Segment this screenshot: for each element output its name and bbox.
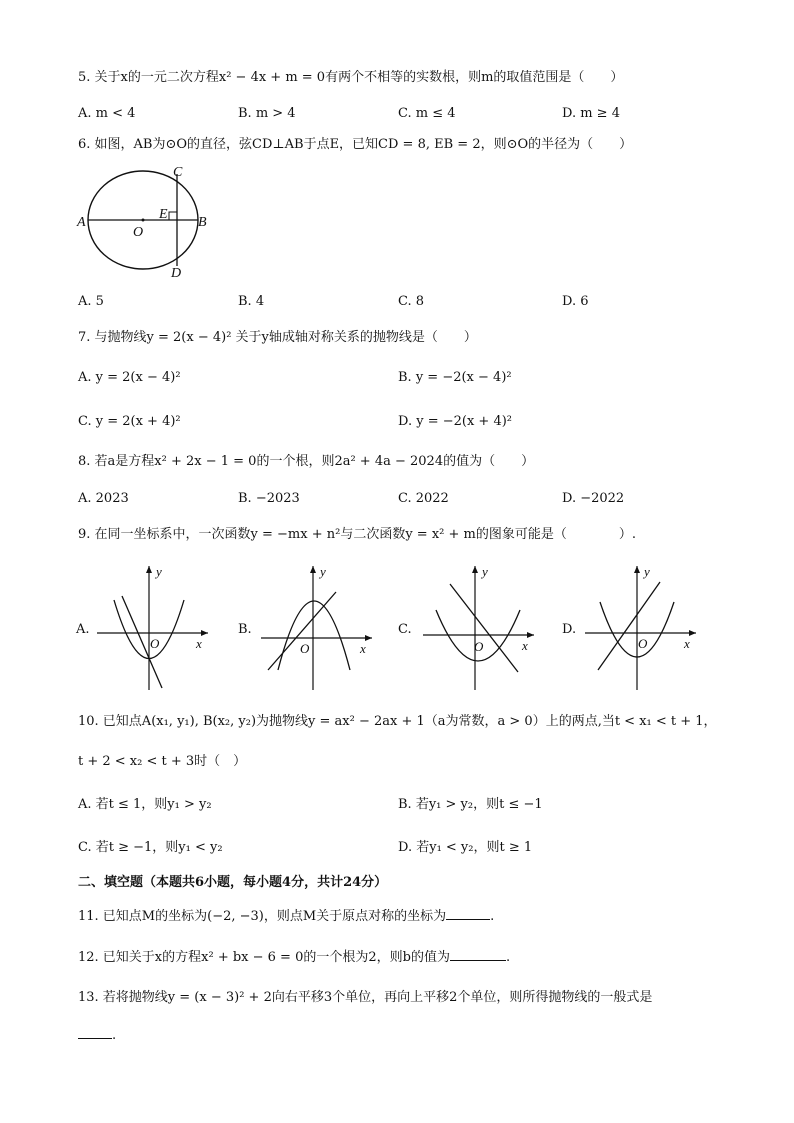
q9-a-x-label: x (196, 636, 202, 651)
q6-label-d: D (171, 266, 182, 281)
q5-option-c: C. m ≤ 4 (398, 106, 456, 121)
q13-end: . (112, 1028, 117, 1043)
q11-line (78, 905, 494, 927)
q6-option-d: D. 6 (562, 294, 589, 309)
q10-stem-line1: 10. 已知点A(x₁, y₁), B(x₂, y₂)为抛物线y = ax² − 2ax + 1（a为常数，a > 0）上的两点,当t < x₁ < t + 1， (78, 714, 717, 729)
q12-end: . (505, 950, 511, 965)
q5-option-a: A. m < 4 (78, 106, 136, 121)
q6-label-a: A (77, 215, 86, 230)
q13-line1: 13. 若将抛物线y = (x − 3)² + 2向右平移3个单位，再向上平移2个单位，则所得抛物线的一般式是 (78, 990, 653, 1005)
q5-stem: 5. 关于x的一元二次方程x² − 4x + m = 0有两个不相等的实数根，则m的取值范围是（ ） (78, 70, 624, 85)
q7-stem: 7. 与抛物线y = 2(x − 4)² 关于y轴成轴对称关系的抛物线是（ ） (78, 330, 477, 345)
q9-graph-b-letter: B. (238, 622, 252, 637)
q7-option-c: C. y = 2(x + 4)² (78, 414, 181, 429)
q6-stem: 6. 如图，AB为⊙O的直径，弦CD⊥AB于点E，已知CD = 8, EB = 2，则⊙O的半径为（ ） (78, 137, 633, 152)
q9-graph-d-letter: D. (562, 622, 577, 637)
q10-option-b: B. 若y₁ > y₂，则t ≤ −1 (398, 797, 543, 812)
q6-option-c: C. 8 (398, 294, 425, 309)
q6-label-b: B (198, 215, 207, 230)
q5-option-b: B. m > 4 (238, 106, 296, 121)
q9-a-origin: O (150, 636, 160, 651)
q8-option-d: D. −2022 (562, 491, 625, 506)
q10-option-d: D. 若y₁ < y₂，则t ≥ 1 (398, 840, 533, 855)
q12-line (78, 946, 510, 968)
q9-graph-c (418, 562, 538, 692)
q12-text: 12. 已知关于x的方程x² + bx − 6 = 0的一个根为2，则b的值为 (78, 950, 450, 965)
q7-option-b: B. y = −2(x − 4)² (398, 370, 512, 385)
q6-label-o: O (133, 225, 144, 240)
q9-c-y-label: y (482, 564, 488, 579)
q9-graph-a (92, 562, 212, 692)
q6-label-c: C (173, 165, 183, 180)
q12-answer-blank[interactable] (450, 946, 506, 961)
q9-graph-c-letter: C. (398, 622, 412, 637)
q9-b-origin: O (300, 641, 310, 656)
q6-option-a: A. 5 (78, 294, 104, 309)
q6-circle-figure (70, 160, 220, 285)
q9-a-y-label: y (156, 564, 162, 579)
q9-c-origin: O (474, 639, 484, 654)
q9-graph-a-letter: A. (76, 622, 90, 637)
q9-b-y-label: y (320, 564, 326, 579)
q10-stem-line2: t + 2 < x₂ < t + 3时（ ） (78, 754, 247, 769)
section2-heading: 二、填空题（本题共6小题，每小题4分，共计24分） (78, 875, 388, 890)
q8-option-a: A. 2023 (78, 491, 129, 506)
q7-option-a: A. y = 2(x − 4)² (78, 370, 181, 385)
q9-d-origin: O (638, 636, 648, 651)
q6-option-b: B. 4 (238, 294, 265, 309)
q9-d-x-label: x (684, 636, 690, 651)
q7-option-d: D. y = −2(x + 4)² (398, 414, 513, 429)
q9-graph-b (256, 562, 376, 692)
q8-option-b: B. −2023 (238, 491, 300, 506)
q11-end: . (490, 909, 495, 924)
q8-option-c: C. 2022 (398, 491, 449, 506)
q9-c-x-label: x (522, 638, 528, 653)
q9-stem: 9. 在同一坐标系中，一次函数y = −mx + n²与二次函数y = x² + m的图象可能是（ ）. (78, 527, 636, 542)
q11-text: 11. 已知点M的坐标为(−2, −3)，则点M关于原点对称的坐标为 (78, 909, 447, 924)
q6-label-e: E (159, 207, 168, 222)
q9-graph-d (580, 562, 700, 692)
q13-answer-blank[interactable] (78, 1024, 112, 1039)
q8-stem: 8. 若a是方程x² + 2x − 1 = 0的一个根，则2a² + 4a − 2024的值为（ ） (78, 454, 535, 469)
q13-line2 (78, 1024, 116, 1046)
q11-answer-blank[interactable] (446, 905, 490, 920)
q9-d-y-label: y (644, 564, 650, 579)
q5-option-d: D. m ≥ 4 (562, 106, 620, 121)
q10-option-a: A. 若t ≤ 1，则y₁ > y₂ (78, 797, 212, 812)
q9-b-x-label: x (360, 641, 366, 656)
q10-option-c: C. 若t ≥ −1，则y₁ < y₂ (78, 840, 223, 855)
